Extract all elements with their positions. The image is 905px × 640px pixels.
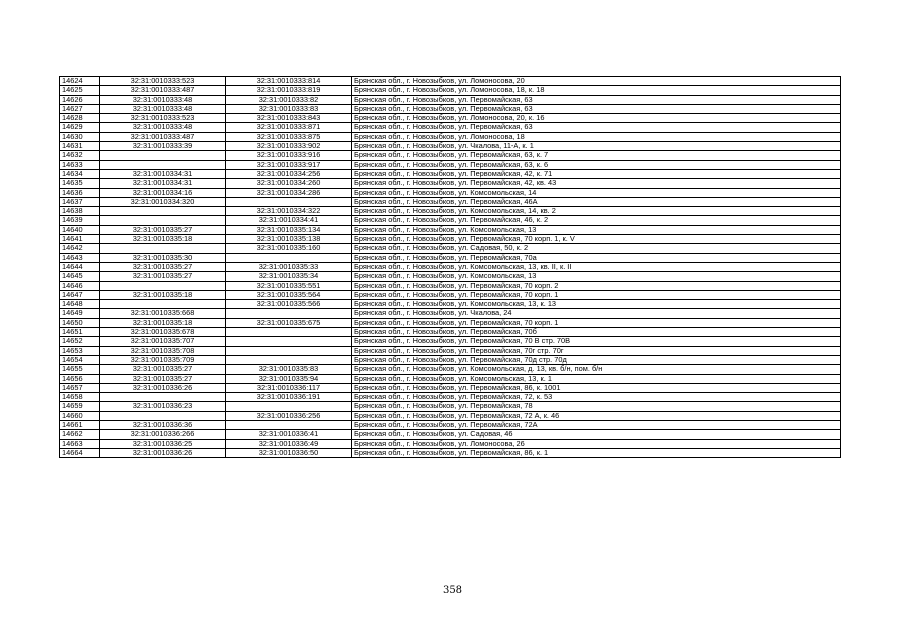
object-cadastral-number-cell: 32:31:0010333:875 [226, 132, 352, 141]
row-number-cell: 14634 [60, 169, 100, 178]
table-row [60, 337, 841, 346]
parcel-cadastral-number-cell [100, 207, 226, 216]
table-row [60, 383, 841, 392]
row-number-cell: 14652 [60, 337, 100, 346]
address-cell: Брянская обл., г. Новозыбков, ул. Комсомольская, д. 13, кв. б/н, пом. б/н [352, 365, 841, 374]
row-number-cell: 14642 [60, 244, 100, 253]
object-cadastral-number-cell [226, 253, 352, 262]
object-cadastral-number-cell: 32:31:0010334:322 [226, 207, 352, 216]
parcel-cadastral-number-cell: 32:31:0010335:27 [100, 262, 226, 271]
object-cadastral-number-cell: 32:31:0010333:814 [226, 77, 352, 86]
address-cell: Брянская обл., г. Новозыбков, ул. Первомайская, 63 [352, 104, 841, 113]
object-cadastral-number-cell: 32:31:0010335:551 [226, 281, 352, 290]
object-cadastral-number-cell: 32:31:0010335:134 [226, 225, 352, 234]
object-cadastral-number-cell [226, 197, 352, 206]
row-number-cell: 14630 [60, 132, 100, 141]
object-cadastral-number-cell [226, 420, 352, 429]
row-number-cell: 14640 [60, 225, 100, 234]
row-number-cell: 14645 [60, 272, 100, 281]
parcel-cadastral-number-cell: 32:31:0010335:668 [100, 309, 226, 318]
parcel-cadastral-number-cell: 32:31:0010336:23 [100, 402, 226, 411]
object-cadastral-number-cell: 32:31:0010333:917 [226, 160, 352, 169]
table-row [60, 123, 841, 132]
parcel-cadastral-number-cell: 32:31:0010334:16 [100, 188, 226, 197]
parcel-cadastral-number-cell: 32:31:0010335:30 [100, 253, 226, 262]
parcel-cadastral-number-cell: 32:31:0010335:18 [100, 235, 226, 244]
address-cell: Брянская обл., г. Новозыбков, ул. Первомайская, 63, к. 6 [352, 160, 841, 169]
table-row [60, 132, 841, 141]
address-cell: Брянская обл., г. Новозыбков, ул. Первомайская, 70 корп. 1 [352, 318, 841, 327]
address-cell: Брянская обл., г. Новозыбков, ул. Первомайская, 70 В стр. 70В [352, 337, 841, 346]
row-number-cell: 14637 [60, 197, 100, 206]
row-number-cell: 14654 [60, 355, 100, 364]
parcel-cadastral-number-cell: 32:31:0010335:678 [100, 328, 226, 337]
parcel-cadastral-number-cell [100, 393, 226, 402]
parcel-cadastral-number-cell [100, 281, 226, 290]
parcel-cadastral-number-cell: 32:31:0010334:31 [100, 169, 226, 178]
object-cadastral-number-cell: 32:31:0010335:33 [226, 262, 352, 271]
table-row [60, 281, 841, 290]
row-number-cell: 14628 [60, 114, 100, 123]
address-cell: Брянская обл., г. Новозыбков, ул. Первомайская, 46, к. 2 [352, 216, 841, 225]
row-number-cell: 14638 [60, 207, 100, 216]
row-number-cell: 14646 [60, 281, 100, 290]
table-row [60, 160, 841, 169]
row-number-cell: 14659 [60, 402, 100, 411]
address-cell: Брянская обл., г. Новозыбков, ул. Первомайская, 86, к. 1001 [352, 383, 841, 392]
row-number-cell: 14641 [60, 235, 100, 244]
table-row [60, 235, 841, 244]
address-cell: Брянская обл., г. Новозыбков, ул. Чкалова, 24 [352, 309, 841, 318]
table-row [60, 355, 841, 364]
row-number-cell: 14629 [60, 123, 100, 132]
address-cell: Брянская обл., г. Новозыбков, ул. Ломоносова, 18, к. 18 [352, 86, 841, 95]
table-row [60, 328, 841, 337]
table-row [60, 188, 841, 197]
address-cell: Брянская обл., г. Новозыбков, ул. Комсомольская, 13 [352, 272, 841, 281]
table-row [60, 318, 841, 327]
address-cell: Брянская обл., г. Новозыбков, ул. Первомайская, 72А [352, 420, 841, 429]
table-row [60, 253, 841, 262]
registry-table [59, 76, 841, 458]
row-number-cell: 14650 [60, 318, 100, 327]
parcel-cadastral-number-cell: 32:31:0010334:320 [100, 197, 226, 206]
registry-table-body [60, 77, 841, 458]
object-cadastral-number-cell: 32:31:0010336:191 [226, 393, 352, 402]
parcel-cadastral-number-cell [100, 216, 226, 225]
row-number-cell: 14644 [60, 262, 100, 271]
table-row [60, 151, 841, 160]
row-number-cell: 14649 [60, 309, 100, 318]
parcel-cadastral-number-cell: 32:31:0010334:31 [100, 179, 226, 188]
table-row [60, 365, 841, 374]
object-cadastral-number-cell: 32:31:0010333:82 [226, 95, 352, 104]
object-cadastral-number-cell: 32:31:0010335:566 [226, 300, 352, 309]
row-number-cell: 14633 [60, 160, 100, 169]
object-cadastral-number-cell: 32:31:0010336:256 [226, 411, 352, 420]
address-cell: Брянская обл., г. Новозыбков, ул. Первомайская, 72, к. 53 [352, 393, 841, 402]
parcel-cadastral-number-cell [100, 411, 226, 420]
address-cell: Брянская обл., г. Новозыбков, ул. Первомайская, 70 корп. 1 [352, 290, 841, 299]
row-number-cell: 14632 [60, 151, 100, 160]
parcel-cadastral-number-cell: 32:31:0010335:707 [100, 337, 226, 346]
address-cell: Брянская обл., г. Новозыбков, ул. Первомайская, 63, к. 7 [352, 151, 841, 160]
table-row [60, 439, 841, 448]
object-cadastral-number-cell: 32:31:0010335:34 [226, 272, 352, 281]
object-cadastral-number-cell: 32:31:0010335:564 [226, 290, 352, 299]
table-row [60, 114, 841, 123]
address-cell: Брянская обл., г. Новозыбков, ул. Ломоносова, 18 [352, 132, 841, 141]
address-cell: Брянская обл., г. Новозыбков, ул. Комсомольская, 14 [352, 188, 841, 197]
address-cell: Брянская обл., г. Новозыбков, ул. Ломоносова, 20 [352, 77, 841, 86]
table-row [60, 309, 841, 318]
object-cadastral-number-cell [226, 346, 352, 355]
table-row [60, 393, 841, 402]
table-row [60, 95, 841, 104]
address-cell: Брянская обл., г. Новозыбков, ул. Первомайская, 70 корп. 2 [352, 281, 841, 290]
row-number-cell: 14662 [60, 430, 100, 439]
address-cell: Брянская обл., г. Новозыбков, ул. Первомайская, 70 корп. 1, к. V [352, 235, 841, 244]
parcel-cadastral-number-cell: 32:31:0010333:523 [100, 114, 226, 123]
row-number-cell: 14624 [60, 77, 100, 86]
row-number-cell: 14647 [60, 290, 100, 299]
table-row [60, 346, 841, 355]
address-cell: Брянская обл., г. Новозыбков, ул. Садовая, 46 [352, 430, 841, 439]
object-cadastral-number-cell: 32:31:0010336:41 [226, 430, 352, 439]
address-cell: Брянская обл., г. Новозыбков, ул. Первомайская, 42, к. 71 [352, 169, 841, 178]
table-row [60, 77, 841, 86]
address-cell: Брянская обл., г. Новозыбков, ул. Первомайская, 42, кв. 43 [352, 179, 841, 188]
parcel-cadastral-number-cell [100, 151, 226, 160]
row-number-cell: 14625 [60, 86, 100, 95]
row-number-cell: 14631 [60, 142, 100, 151]
row-number-cell: 14626 [60, 95, 100, 104]
row-number-cell: 14648 [60, 300, 100, 309]
parcel-cadastral-number-cell: 32:31:0010333:48 [100, 123, 226, 132]
parcel-cadastral-number-cell: 32:31:0010335:27 [100, 365, 226, 374]
object-cadastral-number-cell [226, 328, 352, 337]
row-number-cell: 14651 [60, 328, 100, 337]
address-cell: Брянская обл., г. Новозыбков, ул. Первомайская, 70д стр. 70д [352, 355, 841, 364]
parcel-cadastral-number-cell: 32:31:0010335:27 [100, 374, 226, 383]
table-row [60, 300, 841, 309]
address-cell: Брянская обл., г. Новозыбков, ул. Комсомольская, 13, к. 1 [352, 374, 841, 383]
address-cell: Брянская обл., г. Новозыбков, ул. Первомайская, 78 [352, 402, 841, 411]
parcel-cadastral-number-cell: 32:31:0010336:36 [100, 420, 226, 429]
object-cadastral-number-cell: 32:31:0010334:256 [226, 169, 352, 178]
row-number-cell: 14663 [60, 439, 100, 448]
address-cell: Брянская обл., г. Новозыбков, ул. Первомайская, 70а [352, 253, 841, 262]
parcel-cadastral-number-cell: 32:31:0010333:48 [100, 95, 226, 104]
row-number-cell: 14627 [60, 104, 100, 113]
object-cadastral-number-cell: 32:31:0010333:843 [226, 114, 352, 123]
row-number-cell: 14658 [60, 393, 100, 402]
table-row [60, 448, 841, 457]
parcel-cadastral-number-cell: 32:31:0010333:487 [100, 132, 226, 141]
object-cadastral-number-cell: 32:31:0010334:286 [226, 188, 352, 197]
parcel-cadastral-number-cell [100, 160, 226, 169]
object-cadastral-number-cell: 32:31:0010333:83 [226, 104, 352, 113]
parcel-cadastral-number-cell: 32:31:0010333:39 [100, 142, 226, 151]
address-cell: Брянская обл., г. Новозыбков, ул. Комсомольская, 13 [352, 225, 841, 234]
table-row [60, 179, 841, 188]
object-cadastral-number-cell [226, 337, 352, 346]
parcel-cadastral-number-cell: 32:31:0010335:27 [100, 272, 226, 281]
row-number-cell: 14643 [60, 253, 100, 262]
page-number: 358 [442, 585, 463, 596]
address-cell: Брянская обл., г. Новозыбков, ул. Комсомольская, 14, кв. 2 [352, 207, 841, 216]
object-cadastral-number-cell: 32:31:0010335:138 [226, 235, 352, 244]
address-cell: Брянская обл., г. Новозыбков, ул. Первомайская, 63 [352, 95, 841, 104]
parcel-cadastral-number-cell: 32:31:0010333:523 [100, 77, 226, 86]
object-cadastral-number-cell: 32:31:0010333:902 [226, 142, 352, 151]
object-cadastral-number-cell: 32:31:0010335:94 [226, 374, 352, 383]
address-cell: Брянская обл., г. Новозыбков, ул. Первомайская, 72 А, к. 46 [352, 411, 841, 420]
address-cell: Брянская обл., г. Новозыбков, ул. Первомайская, 46А [352, 197, 841, 206]
address-cell: Брянская обл., г. Новозыбков, ул. Первомайская, 63 [352, 123, 841, 132]
table-row [60, 216, 841, 225]
row-number-cell: 14639 [60, 216, 100, 225]
address-cell: Брянская обл., г. Новозыбков, ул. Ломоносова, 26 [352, 439, 841, 448]
table-row [60, 272, 841, 281]
parcel-cadastral-number-cell: 32:31:0010335:18 [100, 290, 226, 299]
address-cell: Брянская обл., г. Новозыбков, ул. Ломоносова, 20, к. 16 [352, 114, 841, 123]
address-cell: Брянская обл., г. Новозыбков, ул. Первомайская, 70б [352, 328, 841, 337]
parcel-cadastral-number-cell: 32:31:0010336:25 [100, 439, 226, 448]
table-row [60, 197, 841, 206]
parcel-cadastral-number-cell: 32:31:0010336:266 [100, 430, 226, 439]
parcel-cadastral-number-cell: 32:31:0010333:48 [100, 104, 226, 113]
object-cadastral-number-cell: 32:31:0010333:871 [226, 123, 352, 132]
object-cadastral-number-cell: 32:31:0010336:49 [226, 439, 352, 448]
address-cell: Брянская обл., г. Новозыбков, ул. Первомайская, 86, к. 1 [352, 448, 841, 457]
table-row [60, 86, 841, 95]
row-number-cell: 14636 [60, 188, 100, 197]
object-cadastral-number-cell: 32:31:0010336:117 [226, 383, 352, 392]
object-cadastral-number-cell: 32:31:0010335:675 [226, 318, 352, 327]
parcel-cadastral-number-cell: 32:31:0010335:27 [100, 225, 226, 234]
table-row [60, 104, 841, 113]
table-row [60, 225, 841, 234]
table-row [60, 244, 841, 253]
row-number-cell: 14655 [60, 365, 100, 374]
object-cadastral-number-cell [226, 355, 352, 364]
object-cadastral-number-cell: 32:31:0010333:819 [226, 86, 352, 95]
object-cadastral-number-cell: 32:31:0010335:83 [226, 365, 352, 374]
parcel-cadastral-number-cell: 32:31:0010335:709 [100, 355, 226, 364]
table-row [60, 374, 841, 383]
table-row [60, 262, 841, 271]
object-cadastral-number-cell [226, 309, 352, 318]
address-cell: Брянская обл., г. Новозыбков, ул. Комсомольская, 13, к. 13 [352, 300, 841, 309]
parcel-cadastral-number-cell [100, 300, 226, 309]
row-number-cell: 14657 [60, 383, 100, 392]
object-cadastral-number-cell: 32:31:0010333:916 [226, 151, 352, 160]
object-cadastral-number-cell [226, 402, 352, 411]
table-row [60, 420, 841, 429]
row-number-cell: 14660 [60, 411, 100, 420]
address-cell: Брянская обл., г. Новозыбков, ул. Первомайская, 70г стр. 70г [352, 346, 841, 355]
table-row [60, 430, 841, 439]
object-cadastral-number-cell: 32:31:0010334:260 [226, 179, 352, 188]
row-number-cell: 14656 [60, 374, 100, 383]
row-number-cell: 14653 [60, 346, 100, 355]
row-number-cell: 14661 [60, 420, 100, 429]
row-number-cell: 14635 [60, 179, 100, 188]
object-cadastral-number-cell: 32:31:0010334:41 [226, 216, 352, 225]
parcel-cadastral-number-cell: 32:31:0010335:708 [100, 346, 226, 355]
address-cell: Брянская обл., г. Новозыбков, ул. Садовая, 50, к. 2 [352, 244, 841, 253]
parcel-cadastral-number-cell: 32:31:0010336:26 [100, 383, 226, 392]
table-row [60, 402, 841, 411]
address-cell: Брянская обл., г. Новозыбков, ул. Чкалова, 11-А, к. 1 [352, 142, 841, 151]
table-row [60, 290, 841, 299]
object-cadastral-number-cell: 32:31:0010336:50 [226, 448, 352, 457]
address-cell: Брянская обл., г. Новозыбков, ул. Комсомольская, 13, кв. II, к. II [352, 262, 841, 271]
table-row [60, 169, 841, 178]
parcel-cadastral-number-cell: 32:31:0010336:26 [100, 448, 226, 457]
table-row [60, 207, 841, 216]
parcel-cadastral-number-cell [100, 244, 226, 253]
object-cadastral-number-cell: 32:31:0010335:160 [226, 244, 352, 253]
row-number-cell: 14664 [60, 448, 100, 457]
table-row [60, 411, 841, 420]
parcel-cadastral-number-cell: 32:31:0010335:18 [100, 318, 226, 327]
parcel-cadastral-number-cell: 32:31:0010333:487 [100, 86, 226, 95]
table-row [60, 142, 841, 151]
